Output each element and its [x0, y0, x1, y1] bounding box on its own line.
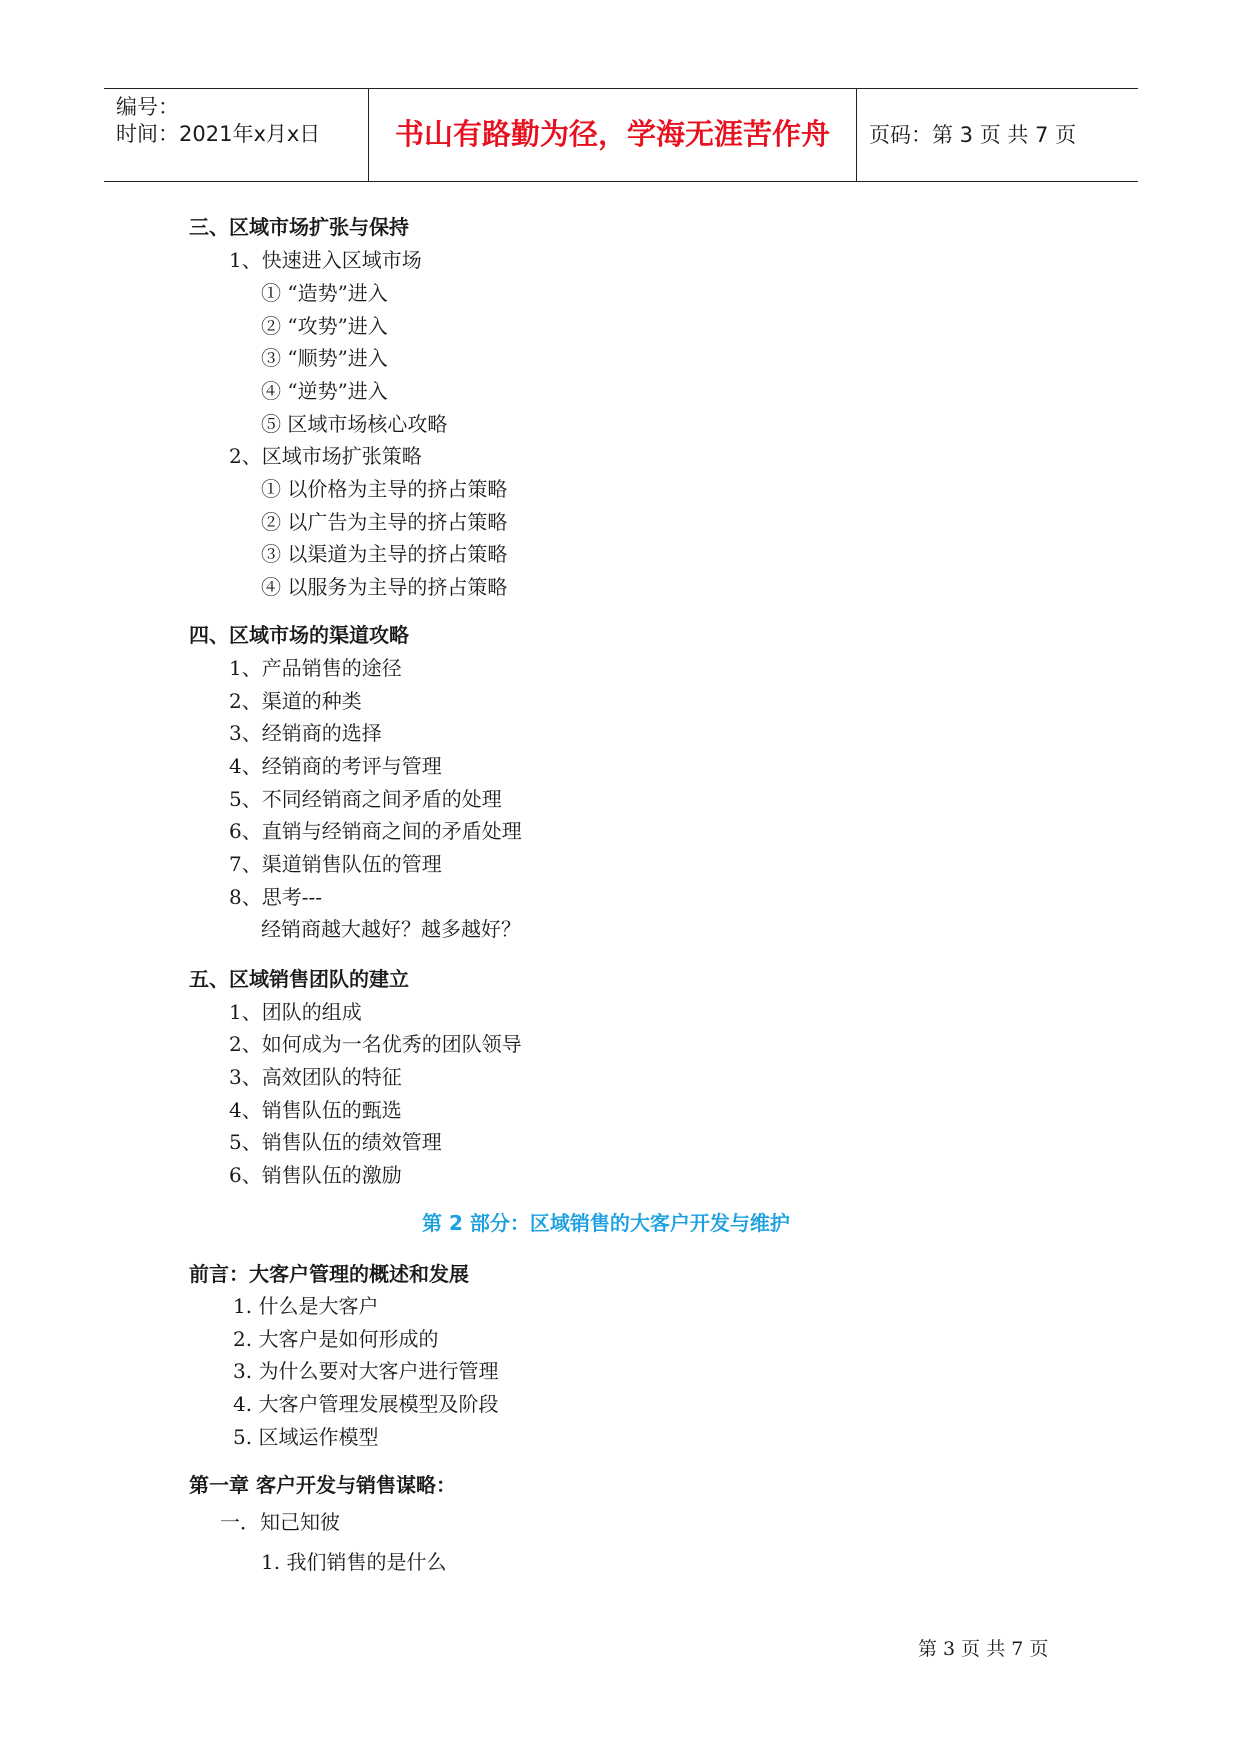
header-motto-cell	[368, 89, 857, 181]
list-item: 4、销售队伍的甄选	[229, 1098, 402, 1122]
chapter-heading: 第一章 客户开发与销售谋略：	[189, 1473, 456, 1497]
header-page-cell	[857, 89, 1138, 181]
list-item: 7、渠道销售队伍的管理	[229, 852, 442, 876]
list-item: 1、产品销售的途径	[229, 656, 402, 680]
header-info-cell	[104, 89, 368, 181]
list-item: ③ “顺势”进入	[261, 346, 388, 370]
list-item: 8、思考---	[229, 885, 322, 909]
list-item: ④ “逆势”进入	[261, 379, 388, 403]
header-page-label: 页码：第 3 页 共 7 页	[869, 123, 1077, 147]
list-item: 3、高效团队的特征	[229, 1065, 402, 1089]
list-item: 1. 我们销售的是什么	[261, 1550, 447, 1574]
list-item: ⑤ 区域市场核心攻略	[261, 412, 448, 436]
list-item: 5. 区域运作模型	[233, 1425, 379, 1449]
list-item: 2、如何成为一名优秀的团队领导	[229, 1032, 522, 1056]
list-item: 2、区域市场扩张策略	[229, 444, 422, 468]
header-motto: 书山有路勤为径，学海无涯苦作舟	[394, 117, 830, 151]
list-item: 1、团队的组成	[229, 1000, 362, 1024]
list-item: ① 以价格为主导的挤占策略	[261, 477, 508, 501]
section-heading: 三、区域市场扩张与保持	[189, 215, 409, 239]
list-item: 6、销售队伍的激励	[229, 1163, 402, 1187]
list-item: 4. 大客户管理发展模型及阶段	[233, 1392, 499, 1416]
header-number-label: 编号：	[116, 95, 179, 119]
section-heading: 五、区域销售团队的建立	[189, 967, 409, 991]
list-item: 经销商越大越好？越多越好？	[261, 917, 521, 941]
document-header	[104, 88, 1138, 182]
list-item: ① “造势”进入	[261, 281, 388, 305]
list-item: 5、不同经销商之间矛盾的处理	[229, 787, 502, 811]
list-item: 1、快速进入区域市场	[229, 248, 422, 272]
section-heading: 前言：大客户管理的概述和发展	[189, 1262, 469, 1286]
list-item: 3. 为什么要对大客户进行管理	[233, 1359, 499, 1383]
page-footer: 第 3 页 共 7 页	[918, 1638, 1049, 1660]
list-item: 5、销售队伍的绩效管理	[229, 1130, 442, 1154]
list-item: ③ 以渠道为主导的挤占策略	[261, 542, 508, 566]
list-item: 3、经销商的选择	[229, 721, 382, 745]
list-item: 1. 什么是大客户	[233, 1294, 379, 1318]
list-item: 一．知己知彼	[220, 1510, 340, 1534]
header-time-label: 时间：2021年x月x日	[116, 122, 321, 146]
section-heading: 四、区域市场的渠道攻略	[189, 623, 409, 647]
list-item: 2、渠道的种类	[229, 689, 362, 713]
list-item: ④ 以服务为主导的挤占策略	[261, 575, 508, 599]
list-item: 6、直销与经销商之间的矛盾处理	[229, 819, 522, 843]
list-item: 4、经销商的考评与管理	[229, 754, 442, 778]
part-heading: 第 2 部分：区域销售的大客户开发与维护	[422, 1211, 790, 1235]
list-item: 2. 大客户是如何形成的	[233, 1327, 439, 1351]
list-item: ② “攻势”进入	[261, 314, 388, 338]
list-item: ② 以广告为主导的挤占策略	[261, 510, 508, 534]
